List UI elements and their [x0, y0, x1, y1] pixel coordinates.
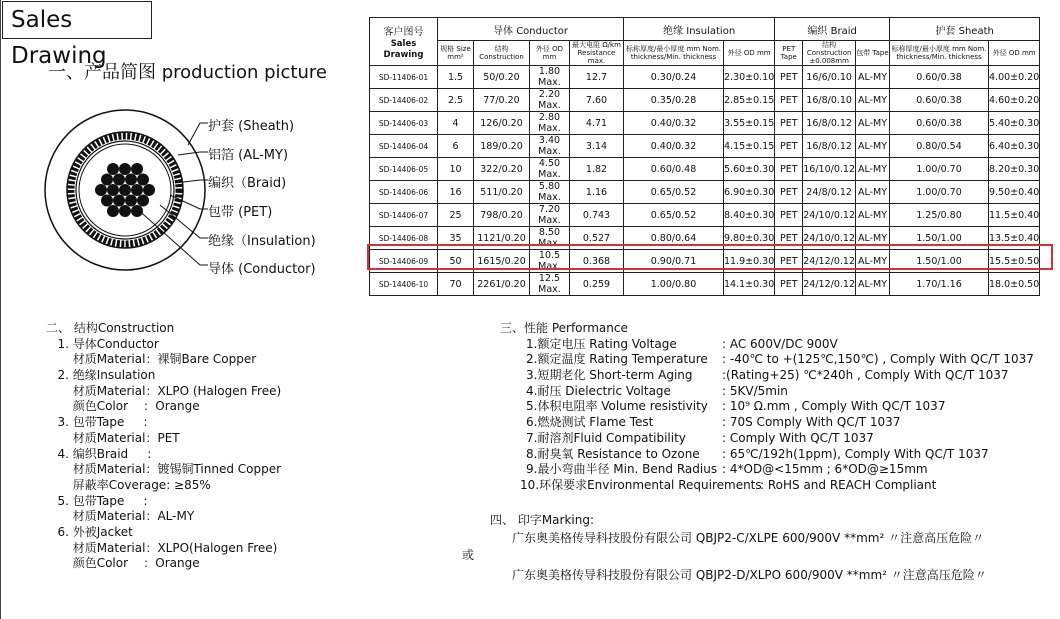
table-cell: PET — [775, 158, 803, 181]
table-cell: 12.7 — [570, 66, 624, 89]
table-cell: 2.20 Max. — [530, 89, 570, 112]
table-cell: 7.60 — [570, 89, 624, 112]
sub-ins-thickness: 标称厚度/最小厚度 mm Nom. thickness/Min. thickness — [624, 41, 724, 66]
table-cell: PET — [775, 204, 803, 227]
table-cell: 8.20±0.30 — [989, 158, 1040, 181]
table-cell: 6.90±0.30 — [724, 181, 775, 204]
performance-label: 3.短期老化 Short-term Aging — [526, 368, 693, 383]
table-cell: 24/10/0.12 — [803, 227, 856, 250]
table-cell: AL-MY — [856, 89, 890, 112]
table-cell: SD-14406-04 — [370, 135, 438, 158]
table-cell: SD-14406-08 — [370, 227, 438, 250]
performance-label: 10.环保要求Environmental Requirements — [520, 477, 762, 492]
table-cell: AL-MY — [856, 112, 890, 135]
table-cell: 2.85±0.15 — [724, 89, 775, 112]
table-cell: 7.20 Max. — [530, 204, 570, 227]
performance-label: 5.体积电阻率 Volume resistivity — [526, 399, 708, 414]
performance-value: : -40℃ to +(125℃,150℃) , Comply With QC/T 1037 — [722, 352, 1034, 367]
table-cell: PET — [775, 273, 803, 296]
table-cell: 1.80 Max. — [530, 66, 570, 89]
callout-al-my: 铝箔 (AL-MY) — [208, 148, 289, 163]
table-cell: 2.80 Max. — [530, 112, 570, 135]
table-cell: 0.40/0.32 — [624, 135, 724, 158]
construction-line: 材质Material：镀锡铜Tinned Copper — [46, 462, 282, 477]
table-cell: 1.50/1.00 — [890, 227, 989, 250]
construction-line: 二、 结构Construction — [46, 321, 175, 335]
table-cell: 2261/0.20 — [474, 273, 530, 296]
performance-item — [500, 399, 1034, 415]
table-cell: 0.368 — [570, 250, 624, 273]
table-cell: 0.30/0.24 — [624, 66, 724, 89]
table-cell: 1.00/0.70 — [890, 158, 989, 181]
construction-section — [46, 321, 281, 572]
construction-line: 颜色Color ：Orange — [46, 556, 200, 571]
table-cell: 1121/0.20 — [474, 227, 530, 250]
table-cell: 24/8/0.12 — [803, 181, 856, 204]
table-cell: 2.5 — [438, 89, 474, 112]
construction-line: 1. 导体Conductor — [46, 336, 159, 351]
production-picture-title: 一、产品简图 production picture — [48, 62, 327, 83]
table-cell: 0.35/0.28 — [624, 89, 724, 112]
table-cell: 3.55±0.15 — [724, 112, 775, 135]
table-row — [370, 158, 1040, 181]
table-cell: 8.40±0.30 — [724, 204, 775, 227]
table-cell: 0.90/0.71 — [624, 250, 724, 273]
sub-tape: PET Tape — [775, 41, 803, 66]
table-cell: 0.65/0.52 — [624, 204, 724, 227]
table-cell: 4.15±0.15 — [724, 135, 775, 158]
table-cell: 1.25/0.80 — [890, 204, 989, 227]
sub-sheath-od: 外径 OD mm — [989, 41, 1040, 66]
table-cell: 1615/0.20 — [474, 250, 530, 273]
highlight-row-box — [367, 244, 1053, 270]
table-cell: 11.9±0.30 — [724, 250, 775, 273]
table-cell: 4.50 Max. — [530, 158, 570, 181]
table-cell: 1.5 — [438, 66, 474, 89]
table-cell: PET — [775, 250, 803, 273]
table-cell: 0.40/0.32 — [624, 112, 724, 135]
table-cell: 189/0.20 — [474, 135, 530, 158]
performance-item — [500, 447, 1034, 463]
construction-line: 材质Material：裸铜Bare Copper — [46, 352, 257, 367]
construction-line: 6. 外被Jacket — [46, 524, 133, 539]
sub-braid-construction: 结构 Construction ±0.008mm — [803, 41, 856, 66]
table-cell: 10.5 Max. — [530, 250, 570, 273]
table-cell: 0.60/0.38 — [890, 89, 989, 112]
table-cell: 0.527 — [570, 227, 624, 250]
table-cell: SD-14406-06 — [370, 181, 438, 204]
table-cell: SD-14406-10 — [370, 273, 438, 296]
performance-value: : 5KV/5min — [722, 383, 788, 398]
table-cell: 1.16 — [570, 181, 624, 204]
table-cell: 16/8/0.10 — [803, 89, 856, 112]
table-cell: 24/10/0.12 — [803, 204, 856, 227]
sub-od: 外径 OD mm — [530, 41, 570, 66]
table-row — [370, 66, 1040, 89]
table-cell: PET — [775, 135, 803, 158]
table-cell: 3.14 — [570, 135, 624, 158]
table-cell: SD-14406-05 — [370, 158, 438, 181]
table-cell: 1.50/1.00 — [890, 250, 989, 273]
table-cell: 6 — [438, 135, 474, 158]
table-cell: AL-MY — [856, 250, 890, 273]
performance-value: : 4*OD@<15mm ; 6*OD@≥15mm — [722, 462, 928, 477]
performance-label: 4.耐压 Dielectric Voltage — [526, 383, 671, 398]
table-cell: 126/0.20 — [474, 112, 530, 135]
table-cell: SD-11406-01 — [370, 66, 438, 89]
construction-line: 材质Material：AL-MY — [46, 509, 195, 524]
table-cell: 5.40±0.30 — [989, 112, 1040, 135]
header-insulation: 绝缘 Insulation — [624, 18, 775, 41]
marking-line-1: 广东奥美格传导科技股份有限公司 QBJP2-C/XLPE 600/900V **mm² 〃注意高压危险〃 — [512, 531, 985, 545]
callout-conductor: 导体 (Conductor) — [208, 262, 316, 277]
table-cell: 24/12/0.12 — [803, 250, 856, 273]
table-cell: 0.80/0.54 — [890, 135, 989, 158]
table-cell: AL-MY — [856, 66, 890, 89]
table-cell: 16/8/0.12 — [803, 112, 856, 135]
table-cell: 4.71 — [570, 112, 624, 135]
callout-pet: 包带 (PET) — [208, 205, 273, 220]
construction-line: 材质Material：PET — [46, 430, 180, 445]
table-cell: AL-MY — [856, 158, 890, 181]
table-cell: AL-MY — [856, 181, 890, 204]
table-row — [370, 112, 1040, 135]
table-row — [370, 89, 1040, 112]
performance-item — [500, 337, 1034, 353]
table-cell: AL-MY — [856, 135, 890, 158]
sub-size: 规格 Size mm² — [438, 41, 474, 66]
table-cell: AL-MY — [856, 227, 890, 250]
table-row — [370, 181, 1040, 204]
table-cell: 1.70/1.16 — [890, 273, 989, 296]
table-cell: 11.5±0.40 — [989, 204, 1040, 227]
table-cell: 70 — [438, 273, 474, 296]
construction-line: 材质Material：XLPO (Halogen Free) — [46, 383, 282, 398]
sub-construction: 结构 Construction — [474, 41, 530, 66]
table-cell: SD-14406-09 — [370, 250, 438, 273]
performance-value: : 10⁹ Ω.mm , Comply With QC/T 1037 — [722, 399, 946, 414]
construction-line: 5. 包带Tape : — [46, 493, 148, 508]
table-cell: PET — [775, 227, 803, 250]
table-cell: AL-MY — [856, 204, 890, 227]
performance-label: 9.最小弯曲半径 Min. Bend Radius — [526, 462, 718, 477]
performance-value: : AC 600V/DC 900V — [722, 336, 838, 351]
table-cell: 0.80/0.64 — [624, 227, 724, 250]
header-braid: 编织 Braid — [775, 18, 890, 41]
performance-label: 1.额定电压 Rating Voltage — [526, 336, 677, 351]
performance-value: : Comply With QC/T 1037 — [722, 430, 874, 445]
performance-value: : 70S Comply With QC/T 1037 — [722, 415, 901, 430]
table-cell: SD-14406-07 — [370, 204, 438, 227]
table-cell: 16/6/0.10 — [803, 66, 856, 89]
cable-cross-section-diagram — [40, 95, 370, 295]
table-cell: 4.00±0.20 — [989, 66, 1040, 89]
table-cell: 50/0.20 — [474, 66, 530, 89]
table-cell: 24/12/0.12 — [803, 273, 856, 296]
performance-title: 三、性能 Performance — [500, 321, 628, 335]
performance-section — [500, 321, 1034, 492]
table-row — [370, 135, 1040, 158]
table-cell: 9.80±0.30 — [724, 227, 775, 250]
table-cell: 0.60/0.48 — [624, 158, 724, 181]
sub-sheath-thickness: 标称厚度/最小厚度 mm Nom. thickness/Min. thickness — [890, 41, 989, 66]
table-cell: 0.259 — [570, 273, 624, 296]
construction-line: 屏蔽率Coverage: ≥85% — [46, 477, 211, 492]
construction-line: 材质Material：XLPO(Halogen Free) — [46, 540, 278, 555]
table-cell: 1.00/0.80 — [624, 273, 724, 296]
table-cell: 77/0.20 — [474, 89, 530, 112]
table-cell: 1.82 — [570, 158, 624, 181]
table-cell: 3.40 Max. — [530, 135, 570, 158]
table-cell: 9.50±0.40 — [989, 181, 1040, 204]
table-cell: AL-MY — [856, 273, 890, 296]
marking-or: 或 — [462, 548, 475, 562]
callout-insulation: 绝缘（Insulation) — [208, 234, 316, 249]
sub-braid-tape: 包带 Tape — [856, 41, 890, 66]
performance-item — [500, 415, 1034, 431]
performance-item — [500, 352, 1034, 368]
table-cell: 35 — [438, 227, 474, 250]
table-cell: 0.60/0.38 — [890, 112, 989, 135]
table-cell: 798/0.20 — [474, 204, 530, 227]
table-cell: 12.5 Max. — [530, 273, 570, 296]
table-row — [370, 273, 1040, 296]
performance-item — [500, 462, 1034, 478]
callout-braid: 编织（Braid) — [208, 176, 287, 191]
sub-resistance: 最大电阻 Ω/km Resistance max. — [570, 41, 624, 66]
table-cell: PET — [775, 66, 803, 89]
table-cell: 16/10/0.12 — [803, 158, 856, 181]
table-cell: 5.60±0.30 — [724, 158, 775, 181]
table-cell: PET — [775, 89, 803, 112]
header-sheath: 护套 Sheath — [890, 18, 1040, 41]
header-conductor: 导体 Conductor — [438, 18, 624, 41]
performance-value: : 65℃/192h(1ppm), Comply With QC/T 1037 — [722, 446, 989, 461]
sub-ins-od: 外径 OD mm — [724, 41, 775, 66]
performance-value: : RoHS and REACH Compliant — [760, 477, 937, 492]
table-cell: 8.50 Max. — [530, 227, 570, 250]
table-cell: 50 — [438, 250, 474, 273]
performance-label: 2.额定温度 Rating Temperature — [526, 352, 708, 367]
performance-item — [500, 478, 1034, 494]
table-cell: 15.5±0.50 — [989, 250, 1040, 273]
table-cell: 511/0.20 — [474, 181, 530, 204]
table-cell: 18.0±0.50 — [989, 273, 1040, 296]
performance-item — [500, 431, 1034, 447]
performance-item — [500, 368, 1034, 384]
sales-drawing-title: Sales Drawing — [2, 1, 152, 39]
performance-label: 6.燃烧测试 Flame Test — [526, 415, 654, 430]
header-drawing: 客户图号 Sales Drawing — [370, 18, 438, 66]
table-cell: PET — [775, 181, 803, 204]
construction-line: 4. 编织Braid : — [46, 446, 152, 461]
table-cell: 13.5±0.40 — [989, 227, 1040, 250]
table-cell: 0.60/0.38 — [890, 66, 989, 89]
table-cell: 14.1±0.30 — [724, 273, 775, 296]
construction-line: 2. 绝缘Insulation — [46, 368, 156, 383]
table-cell: SD-14406-02 — [370, 89, 438, 112]
marking-title: 四、 印字Marking: — [490, 513, 595, 527]
table-cell: 10 — [438, 158, 474, 181]
table-cell: 0.743 — [570, 204, 624, 227]
table-cell: 16/8/0.12 — [803, 135, 856, 158]
table-cell: 0.65/0.52 — [624, 181, 724, 204]
table-cell: 4.60±0.20 — [989, 89, 1040, 112]
table-cell: 5.80 Max. — [530, 181, 570, 204]
table-cell: 6.40±0.30 — [989, 135, 1040, 158]
table-cell: SD-14406-03 — [370, 112, 438, 135]
callout-sheath: 护套 (Sheath) — [208, 119, 295, 134]
table-cell: 4 — [438, 112, 474, 135]
performance-value: :(Rating+25) ℃*240h , Comply With QC/T 1037 — [722, 368, 1009, 383]
performance-label: 8.耐臭氧 Resistance to Ozone — [526, 446, 700, 461]
table-cell: 1.00/0.70 — [890, 181, 989, 204]
performance-label: 7.耐溶剂Fluid Compatibility — [526, 430, 686, 445]
construction-line: 3. 包带Tape : — [46, 415, 148, 430]
performance-item — [500, 384, 1034, 400]
table-cell: 25 — [438, 204, 474, 227]
marking-line-2: 广东奥美格传导科技股份有限公司 QBJP2-D/XLPO 600/900V **mm² 〃注意高压危险〃 — [512, 568, 987, 582]
table-row — [370, 204, 1040, 227]
table-cell: 16 — [438, 181, 474, 204]
table-cell: 2.30±0.10 — [724, 66, 775, 89]
construction-line: 颜色Color ：Orange — [46, 399, 200, 414]
table-cell: PET — [775, 112, 803, 135]
table-cell: 322/0.20 — [474, 158, 530, 181]
